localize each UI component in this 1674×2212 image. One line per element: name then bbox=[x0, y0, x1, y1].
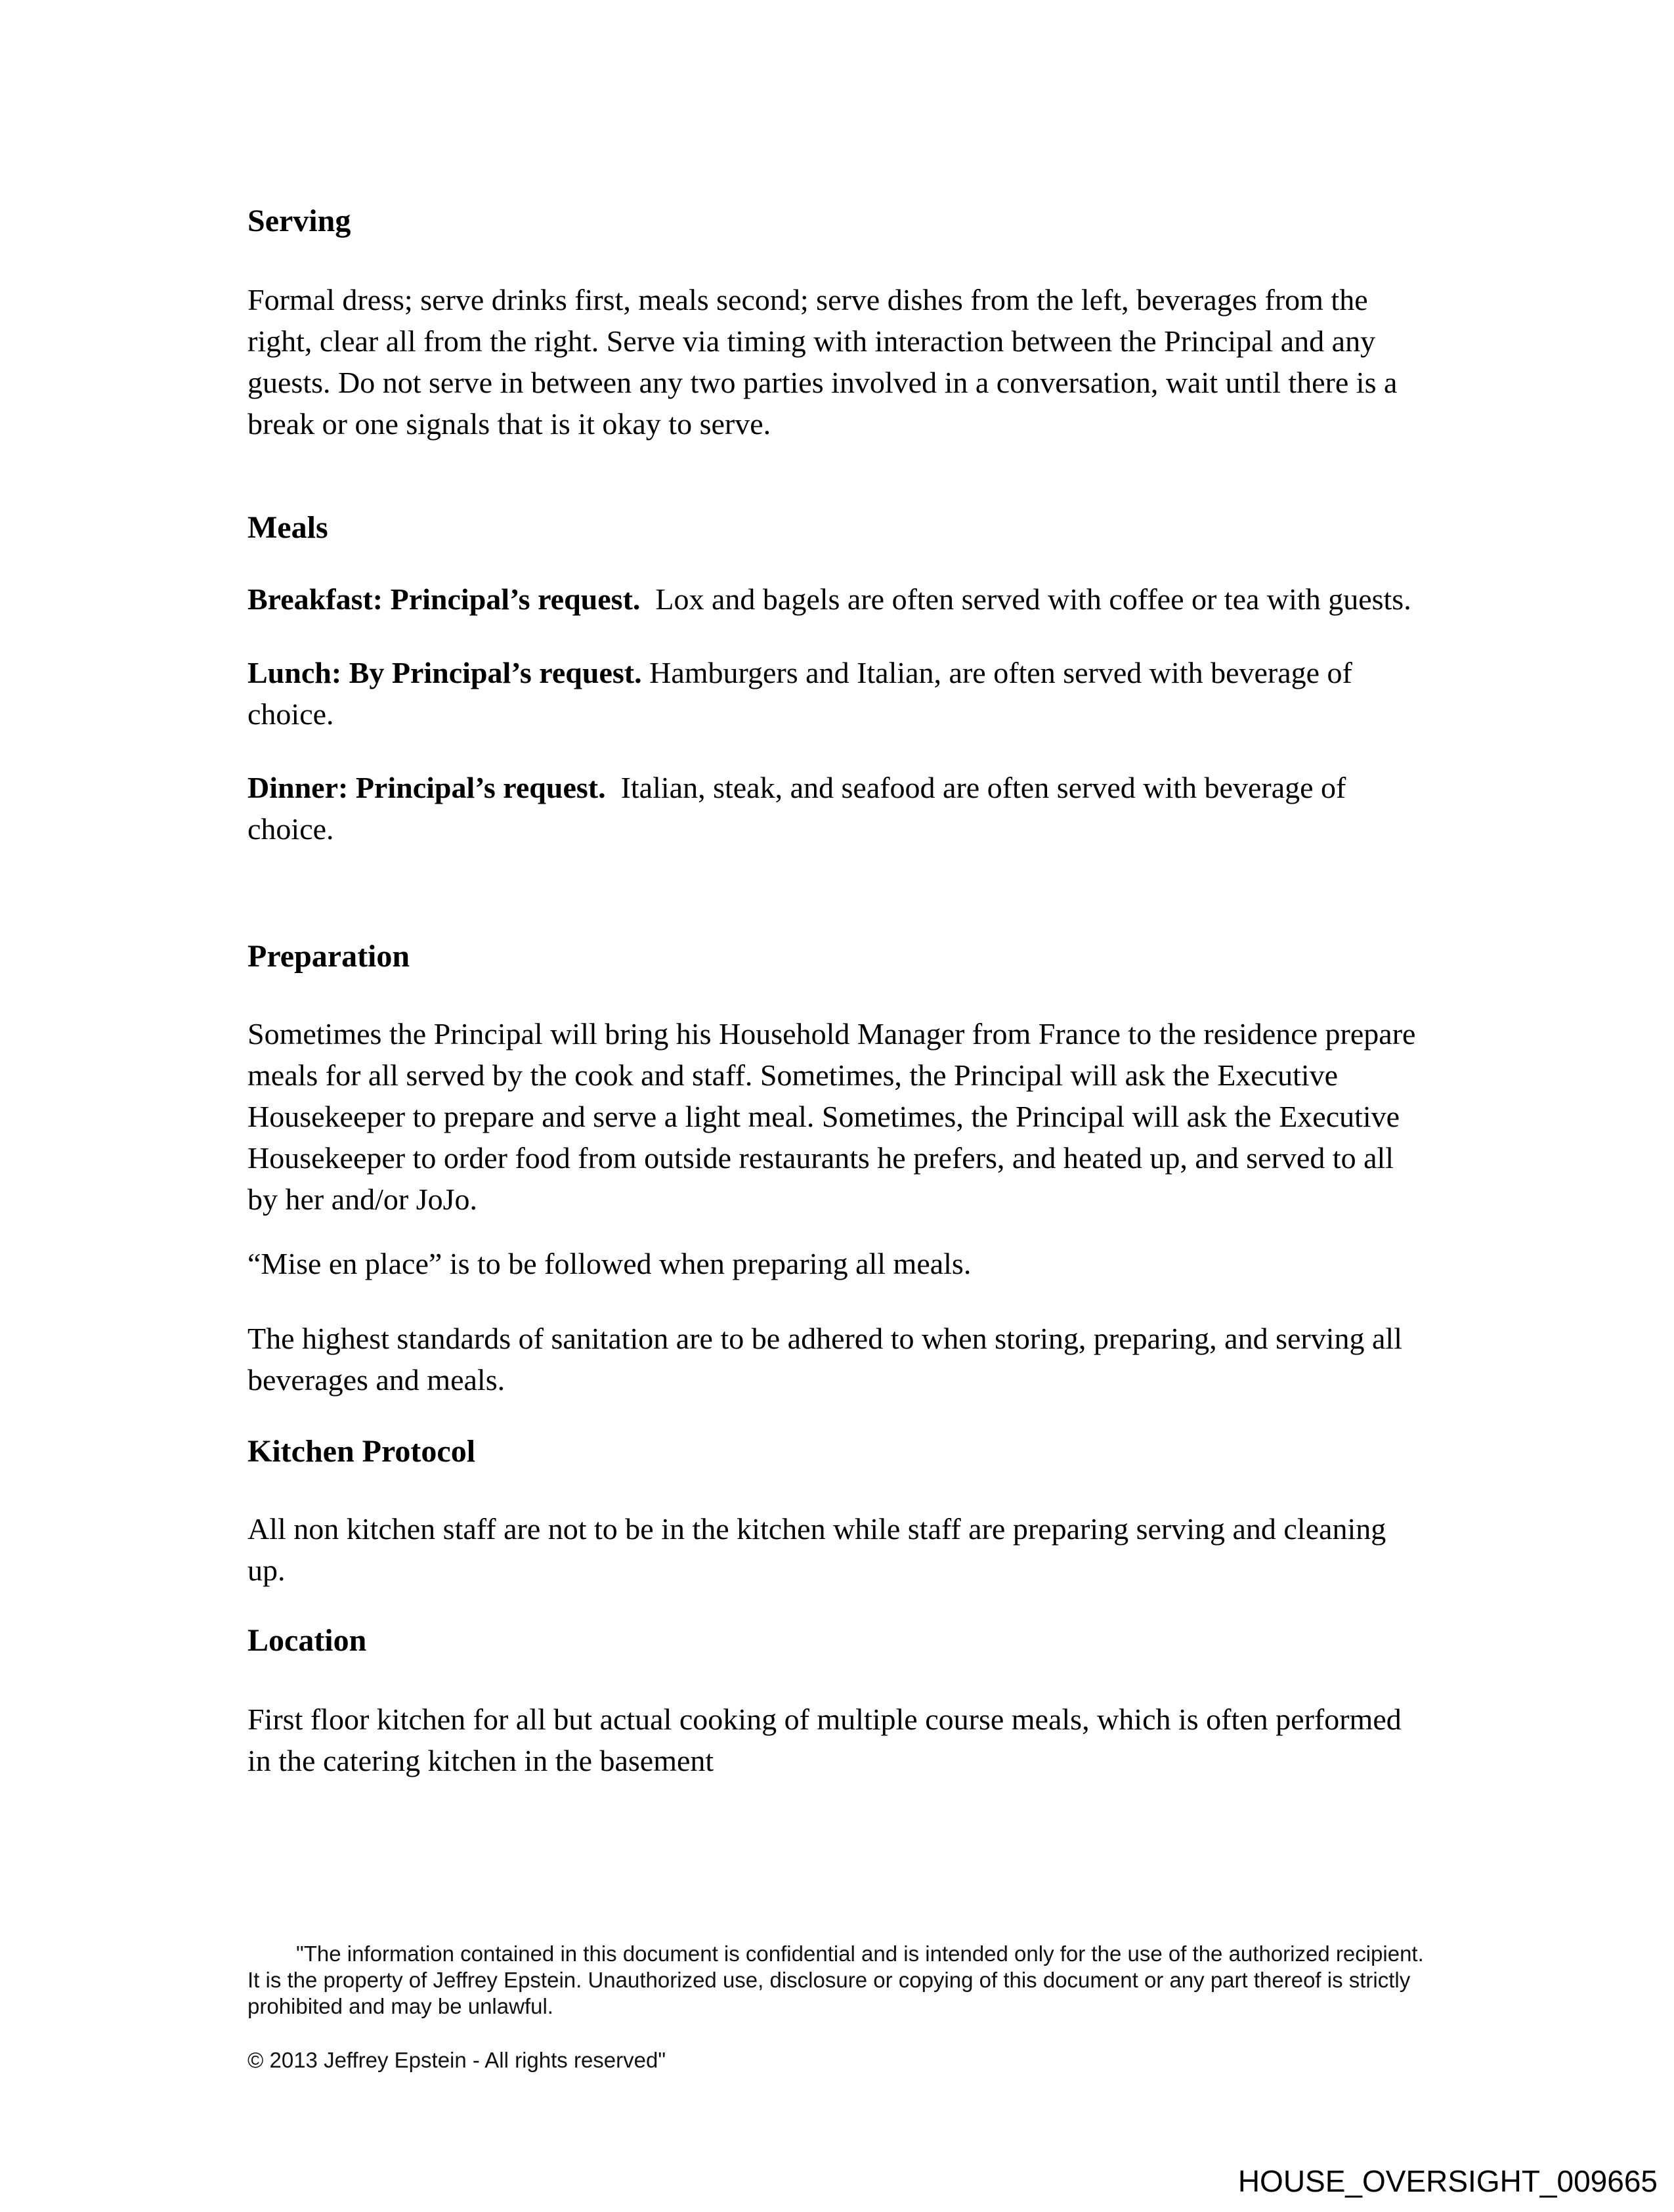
paragraph-preparation bbox=[247, 1013, 1424, 1220]
section-heading-kitchen-protocol: Kitchen Protocol bbox=[247, 1434, 476, 1469]
paragraph-text: Formal dress; serve drinks first, meals second; serve dishes from the left, beverages from the right, clear all from the right. Serve via timing with interaction between the Principal and any guests. Do not serve in between any two parties involved in a conversation, wait until there is a break or one signals that is it okay to serve. bbox=[247, 283, 1405, 441]
document-body bbox=[247, 0, 1424, 1781]
paragraph-mise-en-place bbox=[247, 1243, 1424, 1284]
paragraph-kitchen-protocol bbox=[247, 1508, 1424, 1591]
paragraph-dinner bbox=[247, 767, 1424, 850]
section-heading-preparation: Preparation bbox=[247, 939, 410, 974]
paragraph-text: The highest standards of sanitation are to be adhered to when storing, preparing, and serving all beverages and meals. bbox=[247, 1322, 1410, 1397]
paragraph-lead-lunch: Lunch: By Principal’s request. bbox=[247, 656, 642, 689]
section-heading-serving: Serving bbox=[247, 204, 351, 238]
paragraph-text: Lox and bagels are often served with coffee or tea with guests. bbox=[640, 582, 1411, 616]
paragraph-text: First floor kitchen for all but actual cooking of multiple course meals, which is often performed in the catering kitchen in the basement bbox=[247, 1702, 1409, 1777]
disclaimer-line: It is the property of Jeffrey Epstein. Unauthorized use, disclosure or copying of this document or any part thereof is strictly bbox=[247, 1968, 1411, 1992]
paragraph-sanitation bbox=[247, 1318, 1424, 1400]
section-heading-meals: Meals bbox=[247, 510, 328, 545]
paragraph-lunch bbox=[247, 652, 1424, 735]
section-heading-location: Location bbox=[247, 1623, 367, 1658]
paragraph-text: Italian, steak, and seafood are often served with beverage of choice. bbox=[247, 771, 1354, 846]
paragraph-breakfast bbox=[247, 578, 1424, 620]
paragraph-text: Hamburgers and Italian, are often served with beverage of choice. bbox=[247, 656, 1360, 731]
paragraph-text: “Mise en place” is to be followed when preparing all meals. bbox=[247, 1247, 972, 1280]
paragraph-lead-breakfast: Breakfast: Principal’s request. bbox=[247, 582, 641, 616]
paragraph-lead-dinner: Dinner: Principal’s request. bbox=[247, 771, 606, 804]
paragraph-serving bbox=[247, 279, 1424, 445]
confidentiality-footer bbox=[247, 1941, 1424, 2073]
disclaimer-line: "The information contained in this document is confidential and is intended only for the use of the authorized recipient. bbox=[296, 1941, 1424, 1966]
copyright-line: © 2013 Jeffrey Epstein - All rights reserved" bbox=[247, 2048, 666, 2072]
paragraph-location bbox=[247, 1699, 1424, 1781]
paragraph-text: Sometimes the Principal will bring his Household Manager from France to the residence prepare meals for all served by the cook and staff. Sometimes, the Principal will ask the Executive Housekeeper to prepare and serve a light meal. Sometimes, the Principal will ask the Executive Housekeeper to order food from outside restaurants he prefers, and heated up, and served to all by her and/or JoJo. bbox=[247, 1017, 1423, 1216]
disclaimer-line: prohibited and may be unlawful. bbox=[247, 1994, 553, 2018]
bates-stamp: HOUSE_OVERSIGHT_009665 bbox=[1237, 2164, 1658, 2198]
paragraph-text: All non kitchen staff are not to be in the kitchen while staff are preparing serving and cleaning up. bbox=[247, 1512, 1394, 1587]
